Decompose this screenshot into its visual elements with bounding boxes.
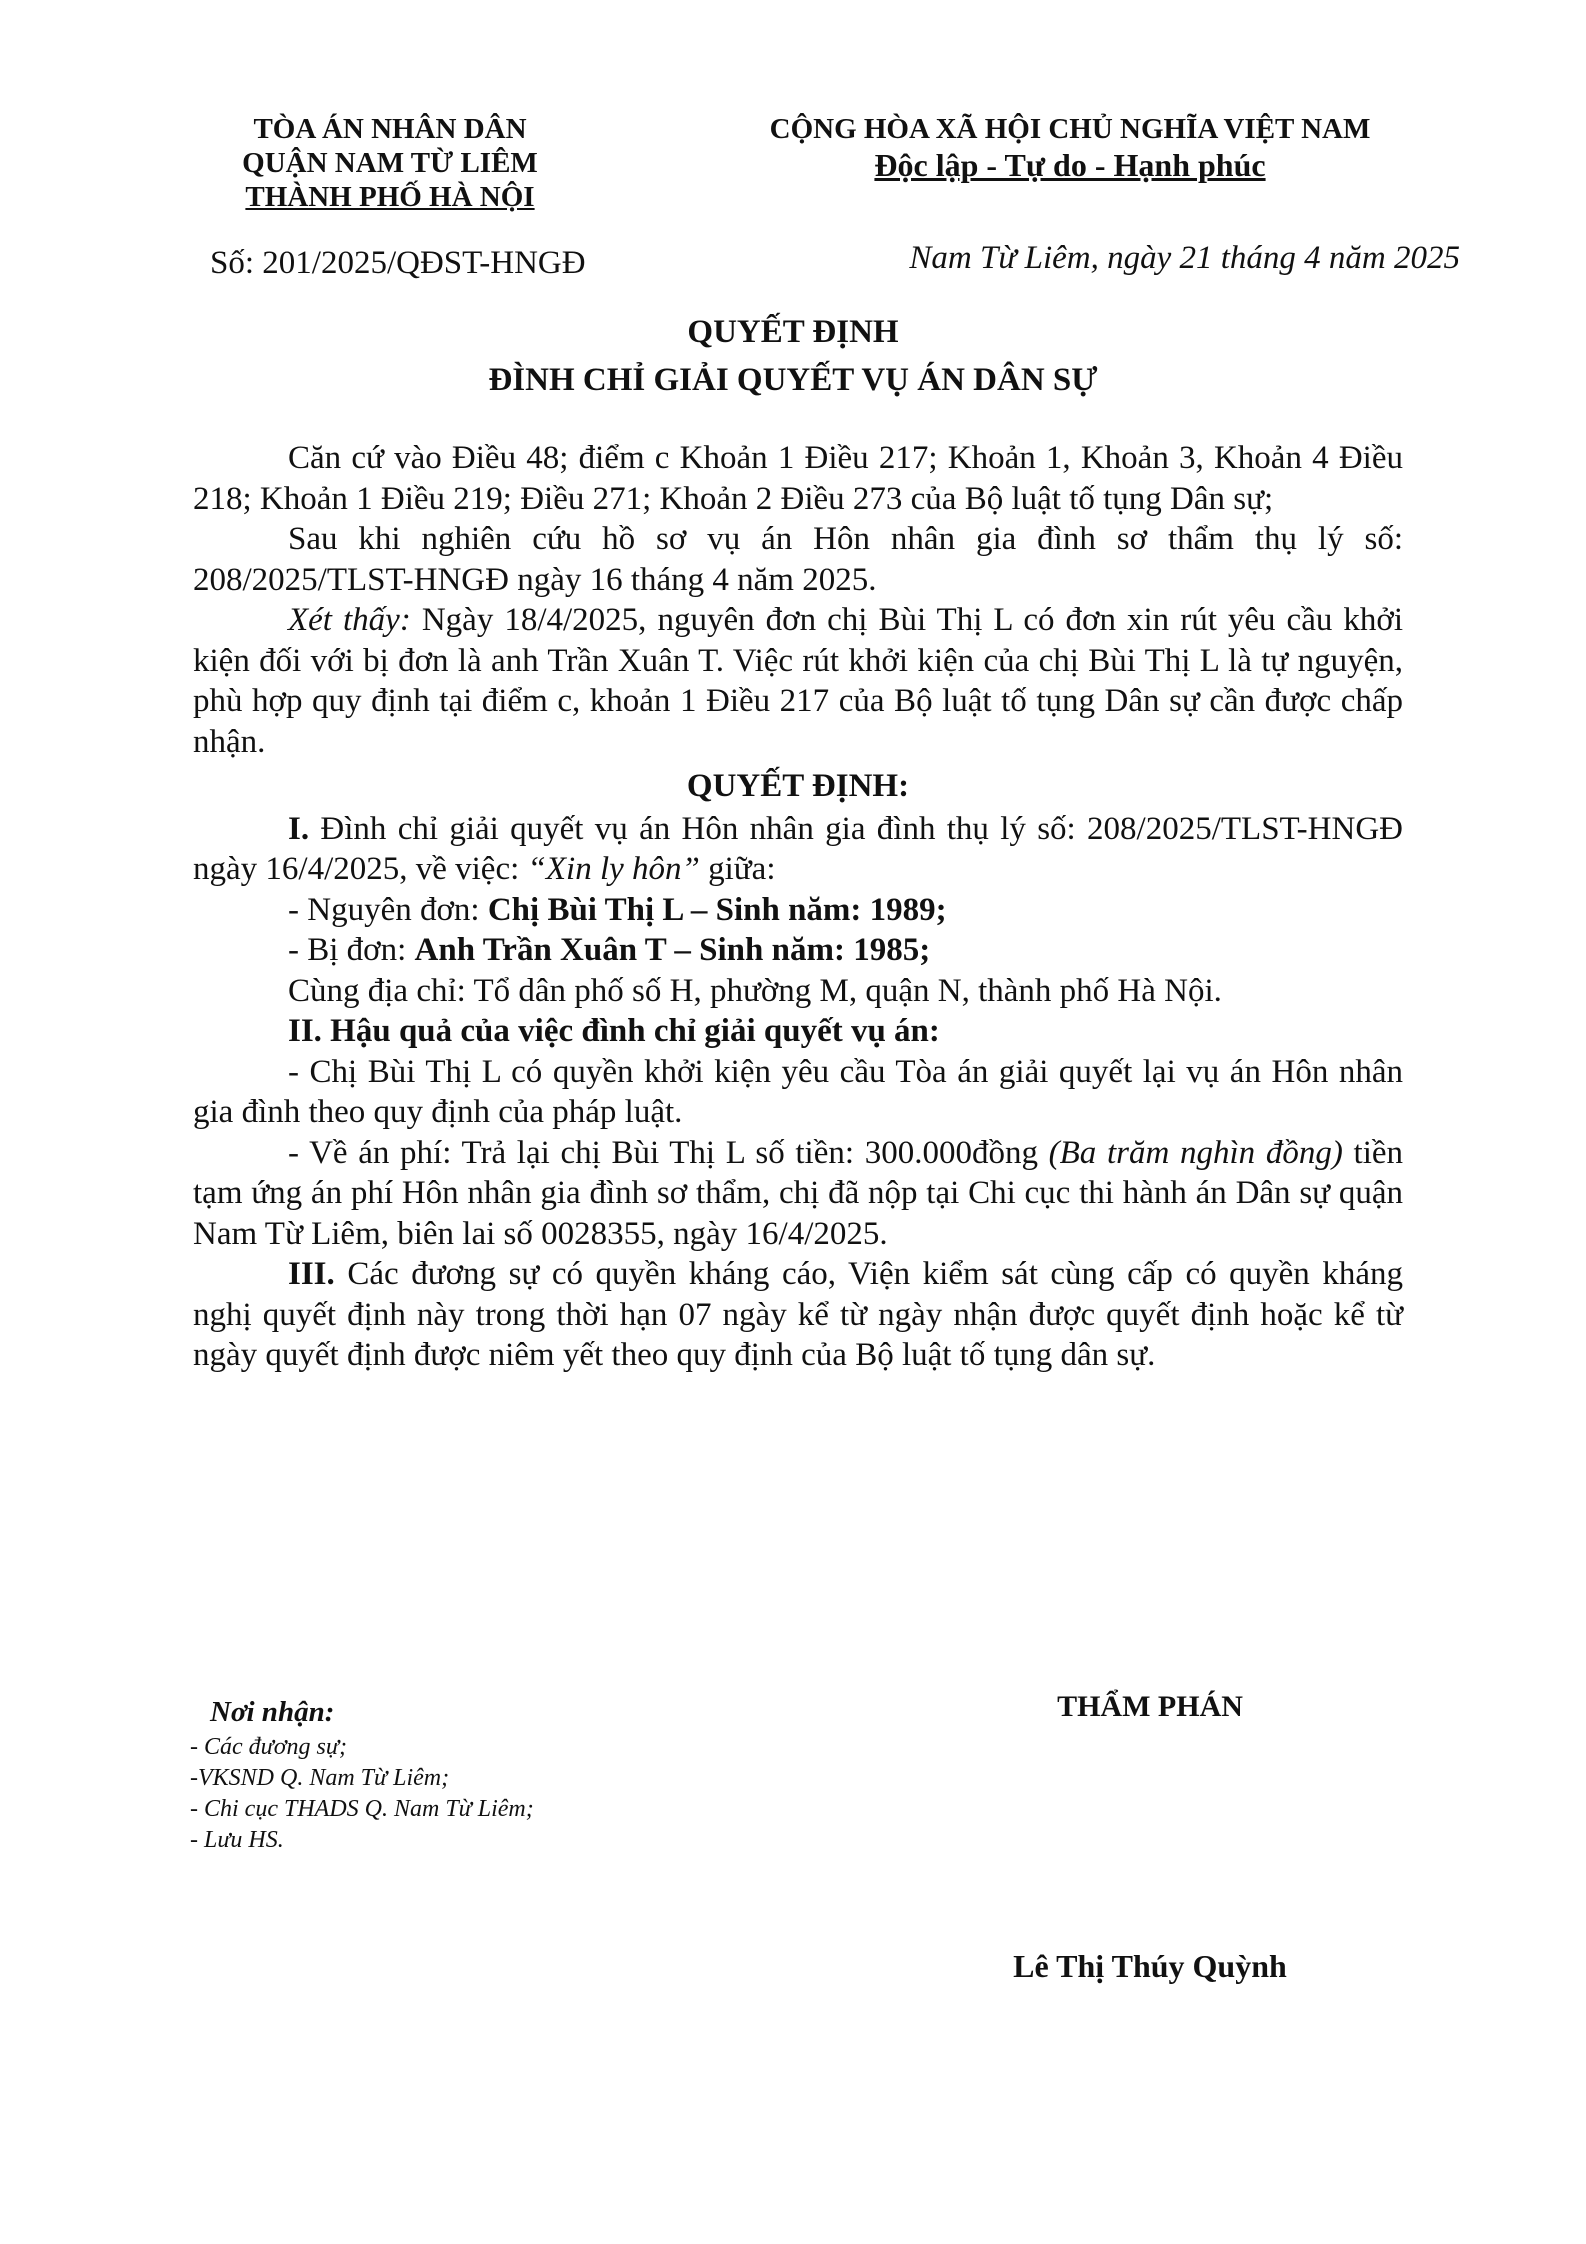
address-line: Cùng địa chỉ: Tổ dân phố số H, phường M, quận N, thành phố Hà Nội. bbox=[288, 972, 1222, 1009]
recipients-heading: Nơi nhận: bbox=[210, 1696, 335, 1728]
recipient-item: - Chi cục THADS Q. Nam Từ Liêm; bbox=[190, 1796, 534, 1822]
national-motto: Độc lập - Tự do - Hạnh phúc bbox=[874, 147, 1266, 183]
case-review-paragraph: Sau khi nghiên cứu hồ sơ vụ án Hôn nhân gia đình sơ thẩm thụ lý số: 208/2025/TLST-HNGĐ ngày 16 tháng 4 năm 2025. bbox=[193, 521, 1403, 598]
defendant-line bbox=[193, 930, 1403, 971]
court-line-2: QUẬN NAM TỪ LIÊM bbox=[242, 147, 538, 179]
considering-paragraph bbox=[193, 600, 1403, 762]
considering-text: Ngày 18/4/2025, nguyên đơn chị Bùi Thị L có đơn xin rút yêu cầu khởi kiện đối với bị đơn là anh Trần Xuân T. Việc rút khởi kiện của chị Bùi Thị L là tự nguyện, phù hợp quy định tại điểm c, khoản 1 Điều 217 của Bộ luật tố tụng Dân sự cần được chấp nhận. bbox=[193, 602, 1403, 760]
section-2-paragraph-2 bbox=[193, 1133, 1403, 1255]
plaintiff-label: - Nguyên đơn: bbox=[288, 891, 488, 928]
judge-name: Lê Thị Thúy Quỳnh bbox=[1013, 1948, 1287, 1984]
document-body bbox=[193, 438, 1403, 1376]
document-subtitle: ĐÌNH CHỈ GIẢI QUYẾT VỤ ÁN DÂN SỰ bbox=[488, 362, 1098, 398]
court-fee-words: (Ba trăm nghìn đồng) bbox=[1048, 1134, 1343, 1171]
recipient-item: -VKSND Q. Nam Từ Liêm; bbox=[190, 1765, 450, 1791]
court-fee-text: - Về án phí: Trả lại chị Bùi Thị L số tiền: 300.000đồng bbox=[288, 1134, 1049, 1171]
place-date: Nam Từ Liêm, ngày 21 tháng 4 năm 2025 bbox=[909, 240, 1460, 276]
plaintiff-line bbox=[193, 890, 1403, 931]
court-line-1: TÒA ÁN NHÂN DÂN bbox=[253, 113, 527, 145]
judge-title: THẨM PHÁN bbox=[1057, 1690, 1243, 1723]
section-2-heading: II. Hậu quả của việc đình chỉ giải quyết vụ án: bbox=[288, 1013, 940, 1049]
recipient-item: - Các đương sự; bbox=[190, 1734, 347, 1760]
court-line-3: THÀNH PHỐ HÀ NỘI bbox=[245, 181, 535, 213]
section-2-paragraph-1: - Chị Bùi Thị L có quyền khởi kiện yêu cầu Tòa án giải quyết lại vụ án Hôn nhân gia đình theo quy định của pháp luật. bbox=[193, 1053, 1403, 1130]
section-3-paragraph bbox=[193, 1254, 1403, 1376]
defendant-label: - Bị đơn: bbox=[288, 932, 415, 968]
considering-label: Xét thấy: bbox=[288, 602, 411, 638]
recipient-item: - Lưu HS. bbox=[190, 1827, 284, 1853]
section-3-label: III. bbox=[288, 1256, 335, 1292]
recipients-block bbox=[190, 1692, 534, 1856]
section-1-quote: “Xin ly hôn” bbox=[527, 851, 700, 887]
national-header-block bbox=[700, 112, 1440, 184]
section-1-text: Đình chỉ giải quyết vụ án Hôn nhân gia đình thụ lý số: 208/2025/TLST-HNGĐ ngày 16/4/2025, về việc: bbox=[193, 810, 1403, 887]
decision-heading: QUYẾT ĐỊNH: bbox=[686, 768, 910, 804]
legal-basis-paragraph: Căn cứ vào Điều 48; điểm c Khoản 1 Điều 217; Khoản 1, Khoản 3, Khoản 4 Điều 218; Khoản 1 Điều 219; Điều 271; Khoản 2 Điều 273 của Bộ luật tố tụng Dân sự; bbox=[193, 440, 1403, 517]
section-1-paragraph bbox=[193, 809, 1403, 890]
defendant-value: Anh Trần Xuân T – Sinh năm: 1985; bbox=[414, 932, 931, 968]
section-3-text: Các đương sự có quyền kháng cáo, Viện kiểm sát cùng cấp có quyền kháng nghị quyết định này trong thời hạn 07 ngày kể từ ngày nhận được quyết định hoặc kể từ ngày quyết định được niêm yết theo quy định của Bộ luật tố tụng dân sự. bbox=[193, 1256, 1403, 1373]
plaintiff-value: Chị Bùi Thị L – Sinh năm: 1989; bbox=[487, 891, 947, 928]
court-fee-tail: tiền tạm ứng án phí Hôn nhân gia đình sơ thẩm, chị đã nộp tại Chi cục thi hành án Dân sự quận Nam Từ Liêm, biên lai số 0028355, ngày 16/4/2025. bbox=[193, 1134, 1404, 1252]
national-title: CỘNG HÒA XÃ HỘI CHỦ NGHĨA VIỆT NAM bbox=[769, 113, 1371, 145]
court-name-block bbox=[200, 112, 580, 214]
document-title: QUYẾT ĐỊNH bbox=[687, 314, 899, 350]
document-number: Số: 201/2025/QĐST-HNGĐ bbox=[210, 245, 586, 281]
section-1-label: I. bbox=[288, 810, 310, 847]
section-1-tail: giữa: bbox=[699, 851, 776, 887]
